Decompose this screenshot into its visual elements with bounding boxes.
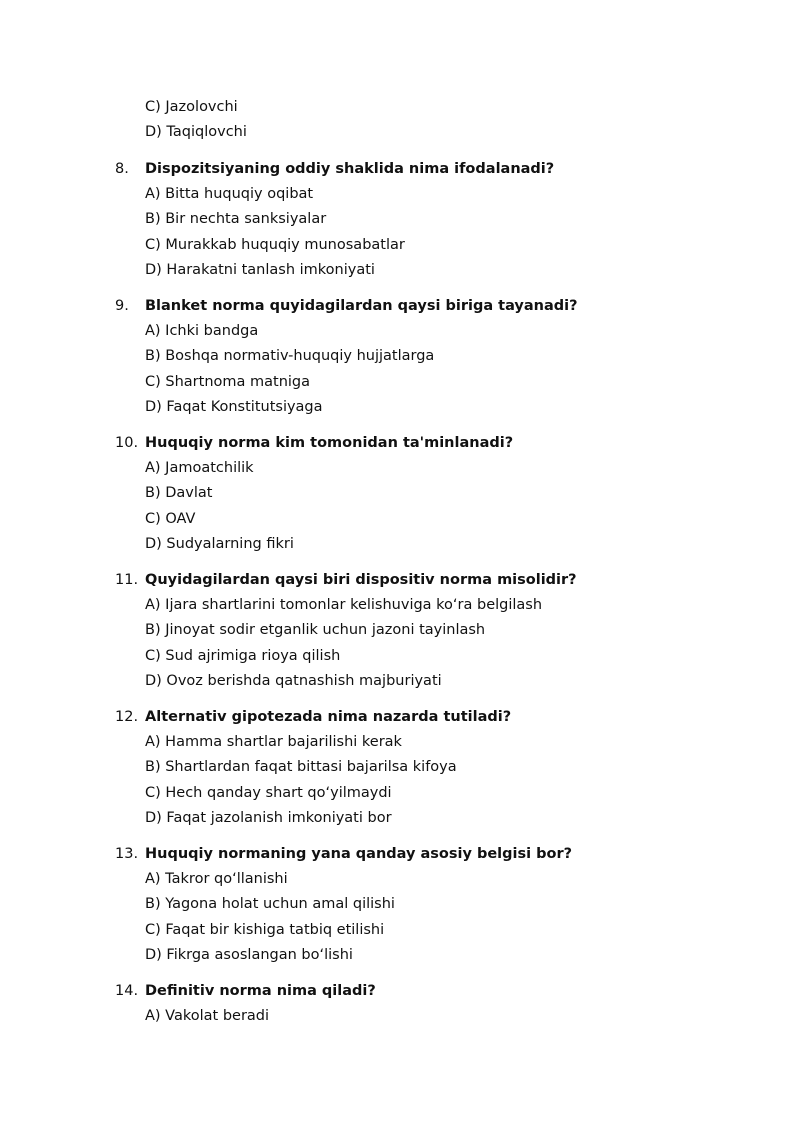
question-number: 8. xyxy=(115,161,129,177)
answer-option: C) OAV xyxy=(145,510,196,527)
question-8 xyxy=(0,157,800,283)
answer-option: C) Faqat bir kishiga tatbiq etilishi xyxy=(145,921,385,938)
question-text: Quyidagilardan qaysi biri dispositiv norma misolidir? xyxy=(145,572,577,588)
question-14 xyxy=(0,979,800,1029)
answer-option: D) Sudyalarning fikri xyxy=(145,535,294,552)
answer-option: D) Faqat Konstitutsiyaga xyxy=(145,398,323,415)
answer-option: B) Bir nechta sanksiyalar xyxy=(145,211,327,228)
question-number: 11. xyxy=(115,572,139,588)
answer-option: B) Boshqa normativ-huquqiy hujjatlarga xyxy=(145,348,435,365)
answer-option: C) Jazolovchi xyxy=(145,99,238,115)
question-9 xyxy=(0,294,800,420)
question-number: 10. xyxy=(115,435,139,451)
answer-option: C) Murakkab huquqiy munosabatlar xyxy=(145,236,405,253)
question-12 xyxy=(0,705,800,831)
answer-option: B) Davlat xyxy=(145,485,213,502)
answer-option: D) Fikrga asoslangan bo‘lishi xyxy=(145,946,353,963)
question-text: Alternativ gipotezada nima nazarda tutiladi? xyxy=(145,709,512,725)
answer-option: A) Jamoatchilik xyxy=(145,460,254,476)
answer-option: B) Yagona holat uchun amal qilishi xyxy=(145,896,395,913)
answer-option: B) Shartlardan faqat bittasi bajarilsa kifoya xyxy=(145,759,457,776)
answer-option: A) Ijara shartlarini tomonlar kelishuviga ko‘ra belgilash xyxy=(145,597,543,613)
answer-option: A) Hamma shartlar bajarilishi kerak xyxy=(145,734,402,750)
answer-option: D) Harakatni tanlash imkoniyati xyxy=(145,261,375,278)
question-11 xyxy=(0,568,800,694)
answer-option: B) Jinoyat sodir etganlik uchun jazoni tayinlash xyxy=(145,622,486,639)
question-number: 13. xyxy=(115,846,139,862)
question-13 xyxy=(0,842,800,968)
lead-options xyxy=(0,95,800,146)
answer-option: D) Ovoz berishda qatnashish majburiyati xyxy=(145,672,442,689)
answer-option: A) Ichki bandga xyxy=(145,323,259,339)
answer-option: A) Takror qo‘llanishi xyxy=(145,871,288,887)
question-number: 14. xyxy=(115,983,139,999)
answer-option: A) Bitta huquqiy oqibat xyxy=(145,186,314,202)
question-number: 12. xyxy=(115,709,139,725)
question-text: Blanket norma quyidagilardan qaysi biriga tayanadi? xyxy=(145,298,578,314)
answer-option: A) Vakolat beradi xyxy=(145,1008,270,1024)
question-text: Huquqiy normaning yana qanday asosiy belgisi bor? xyxy=(145,846,573,862)
question-number: 9. xyxy=(115,298,129,314)
question-text: Dispozitsiyaning oddiy shaklida nima ifodalanadi? xyxy=(145,161,555,177)
question-10 xyxy=(0,431,800,557)
answer-option: C) Hech qanday shart qo‘yilmaydi xyxy=(145,784,392,801)
answer-option: D) Taqiqlovchi xyxy=(145,124,247,141)
question-text: Huquqiy norma kim tomonidan ta'minlanadi? xyxy=(145,435,514,451)
answer-option: D) Faqat jazolanish imkoniyati bor xyxy=(145,809,392,826)
question-text: Definitiv norma nima qiladi? xyxy=(145,983,376,999)
answer-option: C) Shartnoma matniga xyxy=(145,373,311,390)
answer-option: C) Sud ajrimiga rioya qilish xyxy=(145,647,341,664)
